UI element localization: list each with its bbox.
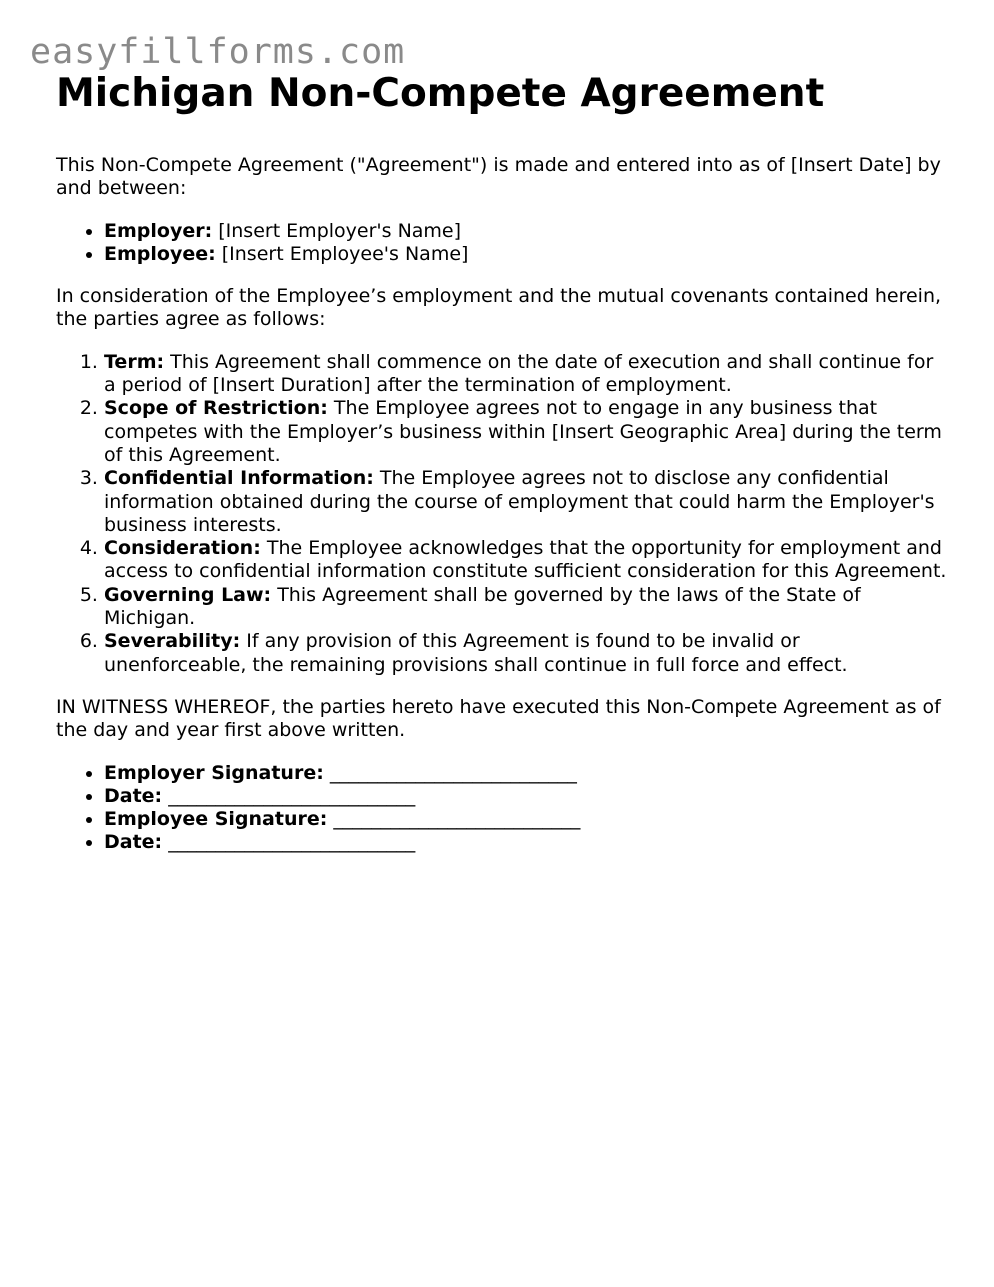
term-text: If any provision of this Agreement is found to be invalid or unenforceable, the remaining provisions shall continue in full force and effect. [104, 630, 848, 676]
terms-list [56, 351, 948, 677]
signature-employee-date [104, 831, 948, 854]
party-value: [Insert Employer's Name] [218, 219, 462, 242]
term-text: This Agreement shall commence on the date of execution and shall continue for a period of [Insert Duration] after the termination of employment. [104, 350, 934, 397]
term-label: Scope of Restriction: [104, 397, 328, 420]
term-text: The Employee acknowledges that the opportunity for employment and access to confidential information constitute sufficient consideration for this Agreement. [104, 537, 947, 583]
term-label: Confidential Information: [104, 467, 374, 490]
signature-label: Employee Signature: [104, 808, 328, 831]
term-item [104, 467, 948, 537]
signature-line: __________________________ [168, 784, 416, 807]
signature-employee [104, 808, 948, 831]
document-title: Michigan Non-Compete Agreement [56, 71, 825, 116]
signature-line: __________________________ [333, 808, 581, 831]
parties-list [56, 220, 948, 267]
term-label: Term: [104, 350, 165, 373]
document-page [56, 70, 948, 874]
term-label: Consideration: [104, 537, 261, 560]
intro-paragraph: This Non-Compete Agreement ("Agreement") is made and entered into as of [Insert Date] by and between: [56, 154, 941, 200]
signatures-list [56, 762, 948, 855]
term-label: Severability: [104, 630, 241, 653]
signature-label: Date: [104, 784, 163, 807]
witness-paragraph: IN WITNESS WHEREOF, the parties hereto have executed this Non-Compete Agreement as of the day and year first above written. [56, 695, 941, 742]
signature-label: Employer Signature: [104, 761, 324, 784]
signature-employer [104, 762, 948, 785]
term-label: Governing Law: [104, 583, 272, 606]
term-item [104, 351, 948, 398]
signature-line: __________________________ [168, 831, 416, 854]
signature-label: Date: [104, 831, 163, 854]
signature-employer-date [104, 785, 948, 808]
consideration-intro: In consideration of the Employee’s employment and the mutual covenants contained herein, the parties agree as follows: [56, 285, 942, 331]
term-text: The Employee agrees not to disclose any confidential information obtained during the course of employment that could harm the Employer's business interests. [104, 467, 935, 536]
term-text: This Agreement shall be governed by the laws of the State of Michigan. [104, 583, 861, 630]
party-label: Employer: [104, 219, 213, 242]
party-employer [104, 220, 948, 243]
party-value: [Insert Employee's Name] [221, 242, 469, 265]
term-item [104, 537, 948, 584]
signature-line: __________________________ [329, 761, 577, 784]
term-item [104, 630, 948, 677]
term-text: The Employee agrees not to engage in any business that competes with the Employer’s business within [Insert Geographic Area] during the term of this Agreement. [104, 397, 942, 466]
term-item [104, 584, 948, 631]
term-item [104, 397, 948, 467]
party-employee [104, 243, 948, 266]
party-label: Employee: [104, 242, 216, 265]
watermark: easyfillforms.com [30, 32, 406, 72]
